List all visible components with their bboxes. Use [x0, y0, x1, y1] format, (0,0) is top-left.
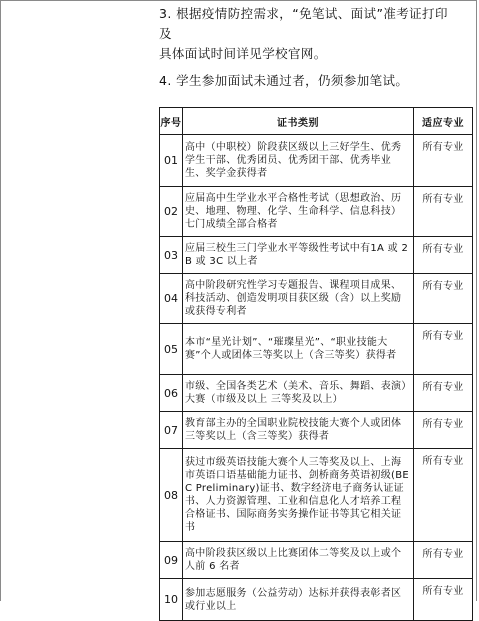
row-certificate: 教育部主办的全国职业院校技能大赛个人或团体三等奖以上（含三等奖）获得者: [183, 412, 414, 449]
table-row: [160, 579, 473, 621]
table-row: [160, 412, 473, 449]
row-major: 所有专业: [414, 237, 473, 274]
table-row: [160, 274, 473, 324]
row-certificate: 应届三校生三门学业水平等级性考试中有1A 或 2B 或 3C 以上者: [183, 237, 414, 274]
table-row: [160, 375, 473, 412]
table-row: [160, 237, 473, 274]
row-certificate: 高中阶段研究性学习专题报告、课程项目成果、科技活动、创造发明项目获区级（含）以上奖励或获得专利者: [183, 274, 414, 324]
row-major: 所有专业: [414, 579, 473, 621]
table-row: [160, 449, 473, 542]
row-number: 03: [160, 237, 183, 274]
row-major: 所有专业: [414, 542, 473, 579]
paragraph-line: 4. 学生参加面试未通过者，仍须参加笔试。: [159, 73, 409, 88]
paragraph-item-3: [159, 4, 460, 64]
table-row: [160, 542, 473, 579]
row-number: 07: [160, 412, 183, 449]
row-major: 所有专业: [414, 187, 473, 237]
row-certificate: 市级、全国各类艺术（美术、音乐、舞蹈、表演）大赛（市级及以上 三等奖及以上）: [183, 375, 414, 412]
table-header-row: [160, 108, 473, 135]
row-major: 所有专业: [414, 274, 473, 324]
paragraph-line: 3. 根据疫情防控需求，“免笔试、面试”准考证打印及: [159, 6, 448, 41]
row-certificate: 高中阶段获区级以上比赛团体二等奖及以上或个人前 6 名者: [183, 542, 414, 579]
row-certificate: 参加志愿服务（公益劳动）达标并获得表彰者区或行业以上: [183, 579, 414, 621]
table-row: [160, 324, 473, 375]
row-major: 所有专业: [414, 135, 473, 187]
header-applicable-major: 适应专业: [414, 108, 473, 135]
row-number: 05: [160, 324, 183, 375]
paragraph-line: 具体面试时间详见学校官网。: [159, 46, 327, 61]
row-certificate: 应届高中生学业水平合格性考试（思想政治、历史、地理、物理、化学、生命科学、信息科技）七门成绩全部合格者: [183, 187, 414, 237]
row-major: 所有专业: [414, 375, 473, 412]
table-row: [160, 135, 473, 187]
table-row: [160, 187, 473, 237]
header-number: 序号: [160, 108, 183, 135]
row-number: 01: [160, 135, 183, 187]
row-number: 06: [160, 375, 183, 412]
row-major: 所有专业: [414, 449, 473, 542]
row-certificate: 获过市级英语技能大赛个人三等奖及以上、上海市英语口语基础能力证书、剑桥商务英语初级(BEC Preliminary)证书、数字经济电子商务认证证书、人力资源管理、工业和信息化人才培养工程合格证书、国际商务实务操作证书等其它相关证书: [183, 449, 414, 542]
row-number: 02: [160, 187, 183, 237]
row-number: 08: [160, 449, 183, 542]
paragraph-item-4: [159, 71, 460, 91]
row-major: 所有专业: [414, 412, 473, 449]
header-certificate-category: 证书类别: [183, 108, 414, 135]
row-number: 10: [160, 579, 183, 621]
row-certificate: 高中（中职校）阶段获区级以上三好学生、优秀学生干部、优秀团员、优秀团干部、优秀毕业生、奖学金获得者: [183, 135, 414, 187]
row-number: 09: [160, 542, 183, 579]
row-major: 所有专业: [414, 324, 473, 375]
certificate-table: [159, 107, 473, 621]
row-number: 04: [160, 274, 183, 324]
row-certificate: 本市“星光计划”、“璀璨星光”、“职业技能大赛”个人或团体三等奖以上（含三等奖）获得者: [183, 324, 414, 375]
